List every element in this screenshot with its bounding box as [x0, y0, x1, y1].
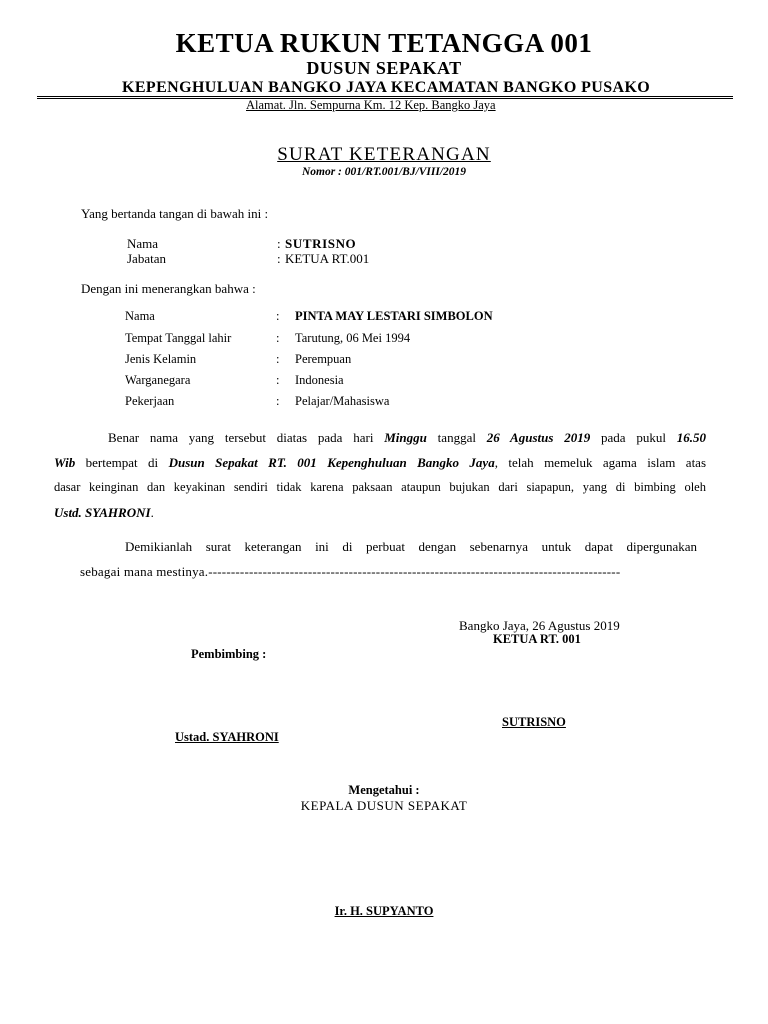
statement-line-2: [54, 450, 706, 475]
statement-mentor-name: Ustd. SYAHRONI: [54, 505, 151, 520]
statement-line-3: dasar keinginan dan keyakinan sendiri tidak karena paksaan ataupun bujukan dari siapapun, yang di bimbing oleh: [54, 480, 706, 494]
address-line: Alamat. Jln. Sempurna Km. 12 Kep. Bangko Jaya: [246, 98, 496, 112]
statement-paragraph: [54, 425, 706, 525]
subject-occupation-colon: :: [276, 394, 280, 408]
region-title: KEPENGHULUAN BANGKO JAYA KECAMATAN BANGKO PUSAKO: [122, 79, 651, 96]
closing-paragraph: [80, 534, 697, 584]
subject-name-colon: :: [276, 309, 280, 323]
statement-text: pada pukul: [590, 430, 677, 445]
statement-time: 16.50: [676, 430, 706, 445]
closing-line-1: Demikianlah surat keterangan ini di perbuat dengan sebenarnya untuk dapat dipergunakan: [125, 539, 697, 554]
org-title: KETUA RUKUN TETANGGA 001: [175, 28, 593, 58]
subject-birth-label: Tempat Tanggal lahir: [125, 331, 232, 345]
dusun-title: DUSUN SEPAKAT: [306, 58, 462, 78]
acknowledged-name: Ir. H. SUPYANTO: [334, 904, 434, 918]
subject-birth-value: Tarutung, 06 Mei 1994: [295, 331, 411, 345]
signer-name-label: Nama: [127, 236, 159, 251]
subject-gender-value: Perempuan: [295, 352, 352, 366]
signer-name-colon: :: [277, 236, 281, 251]
statement-text: Benar nama yang tersebut diatas pada hari: [108, 430, 385, 445]
subject-birth-colon: :: [276, 331, 280, 345]
signer-name-value: SUTRISNO: [285, 236, 357, 251]
statement-text: tanggal: [426, 430, 487, 445]
signature-place-date: Bangko Jaya, 26 Agustus 2019: [459, 618, 620, 633]
statement-line-1: [54, 425, 706, 450]
letter-number: Nomor : 001/RT.001/BJ/VIII/2019: [301, 166, 467, 178]
subject-occupation-label: Pekerjaan: [125, 394, 175, 408]
signer-position-label: Jabatan: [127, 251, 166, 266]
mentor-name: Ustad. SYAHRONI: [175, 730, 279, 744]
subject-name-value: PINTA MAY LESTARI SIMBOLON: [295, 309, 493, 323]
acknowledged-name-wrap: [0, 904, 768, 919]
letter-title: SURAT KETERANGAN: [277, 144, 491, 165]
statement-day: Minggu: [384, 430, 427, 445]
subject-citizenship-label: Warganegara: [125, 373, 191, 387]
closing-line-2: sebagai mana mestinya.-------------------------------------------------------------------------------------------: [80, 564, 621, 579]
statement-line-4: [54, 500, 706, 525]
subject-intro: Dengan ini menerangkan bahwa :: [81, 281, 256, 296]
acknowledged-label: Mengetahui :: [348, 783, 420, 797]
statement-text: bertempat di: [75, 455, 169, 470]
subject-name-label: Nama: [125, 309, 155, 323]
header-rule-top: [37, 96, 733, 97]
subject-occupation-value: Pelajar/Mahasiswa: [295, 394, 390, 408]
signature-position: KETUA RT. 001: [493, 632, 581, 646]
subject-citizenship-colon: :: [276, 373, 280, 387]
statement-date: 26 Agustus 2019: [486, 430, 591, 445]
signer-position-colon: :: [277, 251, 281, 266]
subject-citizenship-value: Indonesia: [295, 373, 344, 387]
subject-gender-label: Jenis Kelamin: [125, 352, 197, 366]
signature-name: SUTRISNO: [502, 715, 566, 729]
subject-gender-colon: :: [276, 352, 280, 366]
acknowledged-position: KEPALA DUSUN SEPAKAT: [300, 798, 468, 813]
statement-text: .: [150, 505, 154, 520]
signer-position-value: KETUA RT.001: [285, 251, 370, 266]
statement-time-unit: Wib: [54, 455, 76, 470]
statement-text: , telah memeluk agama islam atas: [494, 455, 706, 470]
statement-place: Dusun Sepakat RT. 001 Kepenghuluan Bangko Jaya: [168, 455, 495, 470]
mentor-label: Pembimbing :: [191, 647, 267, 661]
signer-intro: Yang bertanda tangan di bawah ini :: [81, 206, 269, 221]
